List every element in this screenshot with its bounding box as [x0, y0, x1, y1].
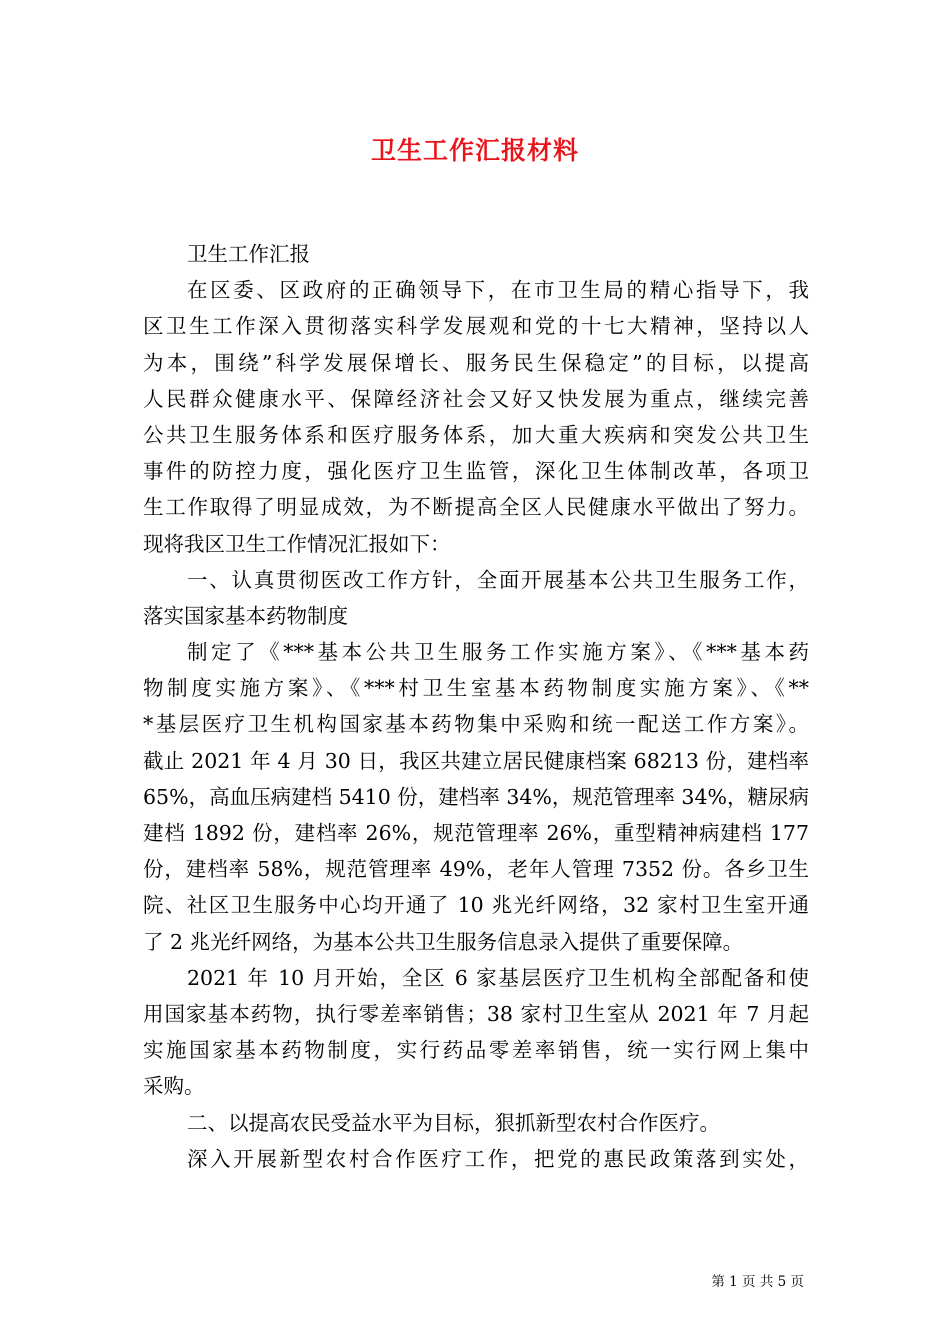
- text-line: 了 2 兆光纤网络，为基本公共卫生服务信息录入提供了重要保障。: [143, 929, 744, 954]
- text-line: 院、社区卫生服务中心均开通了 10 兆光纤网络，32 家村卫生室开通: [143, 893, 809, 918]
- text-line: 制定了《***基本公共卫生服务工作实施方案》、《***基本药: [187, 640, 809, 665]
- text-line: 深入开展新型农村合作医疗工作，把党的惠民政策落到实处，: [187, 1146, 809, 1171]
- text-line: 事件的防控力度，强化医疗卫生监管，深化卫生体制改革，各项卫: [143, 459, 809, 484]
- text-line: 一、认真贯彻医改工作方针，全面开展基本公共卫生服务工作，: [187, 567, 809, 592]
- text-line: 建档 1892 份，建档率 26%，规范管理率 26%，重型精神病建档 177: [143, 821, 809, 845]
- text-line: 现将我区卫生工作情况汇报如下：: [143, 531, 451, 556]
- document-body: [143, 236, 809, 1177]
- text-line: 截止 2021 年 4 月 30 日，我区共建立居民健康档案 68213 份，建档率: [143, 748, 809, 773]
- text-line: 份，建档率 58%，规范管理率 49%，老年人管理 7352 份。各乡卫生: [143, 857, 809, 882]
- text-line: 65%，高血压病建档 5410 份，建档率 34%，规范管理率 34%，糖尿病: [143, 784, 809, 809]
- text-line: 在区委、区政府的正确领导下，在市卫生局的精心指导下，我: [187, 278, 809, 303]
- text-line: 落实国家基本药物制度: [143, 603, 348, 628]
- text-line: 采购。: [143, 1074, 205, 1099]
- text-line: 为本，围绕”科学发展保增长、服务民生保稳定”的目标，以提高: [143, 350, 809, 375]
- text-line: 实施国家基本药物制度，实行药品零差率销售，统一实行网上集中: [143, 1038, 809, 1063]
- text-line: 物制度实施方案》、《***村卫生室基本药物制度实施方案》、《**: [143, 676, 809, 701]
- text-line: 区卫生工作深入贯彻落实科学发展观和党的十七大精神，坚持以人: [143, 314, 809, 339]
- text-line: 二、以提高农民受益水平为目标，狠抓新型农村合作医疗。: [187, 1110, 720, 1135]
- text-line: *基层医疗卫生机构国家基本药物集中采购和统一配送工作方案》。: [143, 712, 809, 737]
- text-line: 人民群众健康水平、保障经济社会又好又快发展为重点，继续完善: [143, 386, 809, 411]
- text-line: 用国家基本药物，执行零差率销售；38 家村卫生室从 2021 年 7 月起: [143, 1001, 809, 1026]
- text-line: 公共卫生服务体系和医疗服务体系，加大重大疾病和突发公共卫生: [143, 422, 809, 447]
- text-line: 卫生工作汇报: [187, 242, 310, 266]
- page-title: 卫生工作汇报材料: [370, 136, 579, 165]
- text-line: 2021 年 10 月开始，全区 6 家基层医疗卫生机构全部配备和使: [187, 965, 809, 990]
- text-line: 生工作取得了明显成效，为不断提高全区人民健康水平做出了努力。: [143, 495, 809, 520]
- page-number: 第 1 页 共 5 页: [711, 1274, 804, 1290]
